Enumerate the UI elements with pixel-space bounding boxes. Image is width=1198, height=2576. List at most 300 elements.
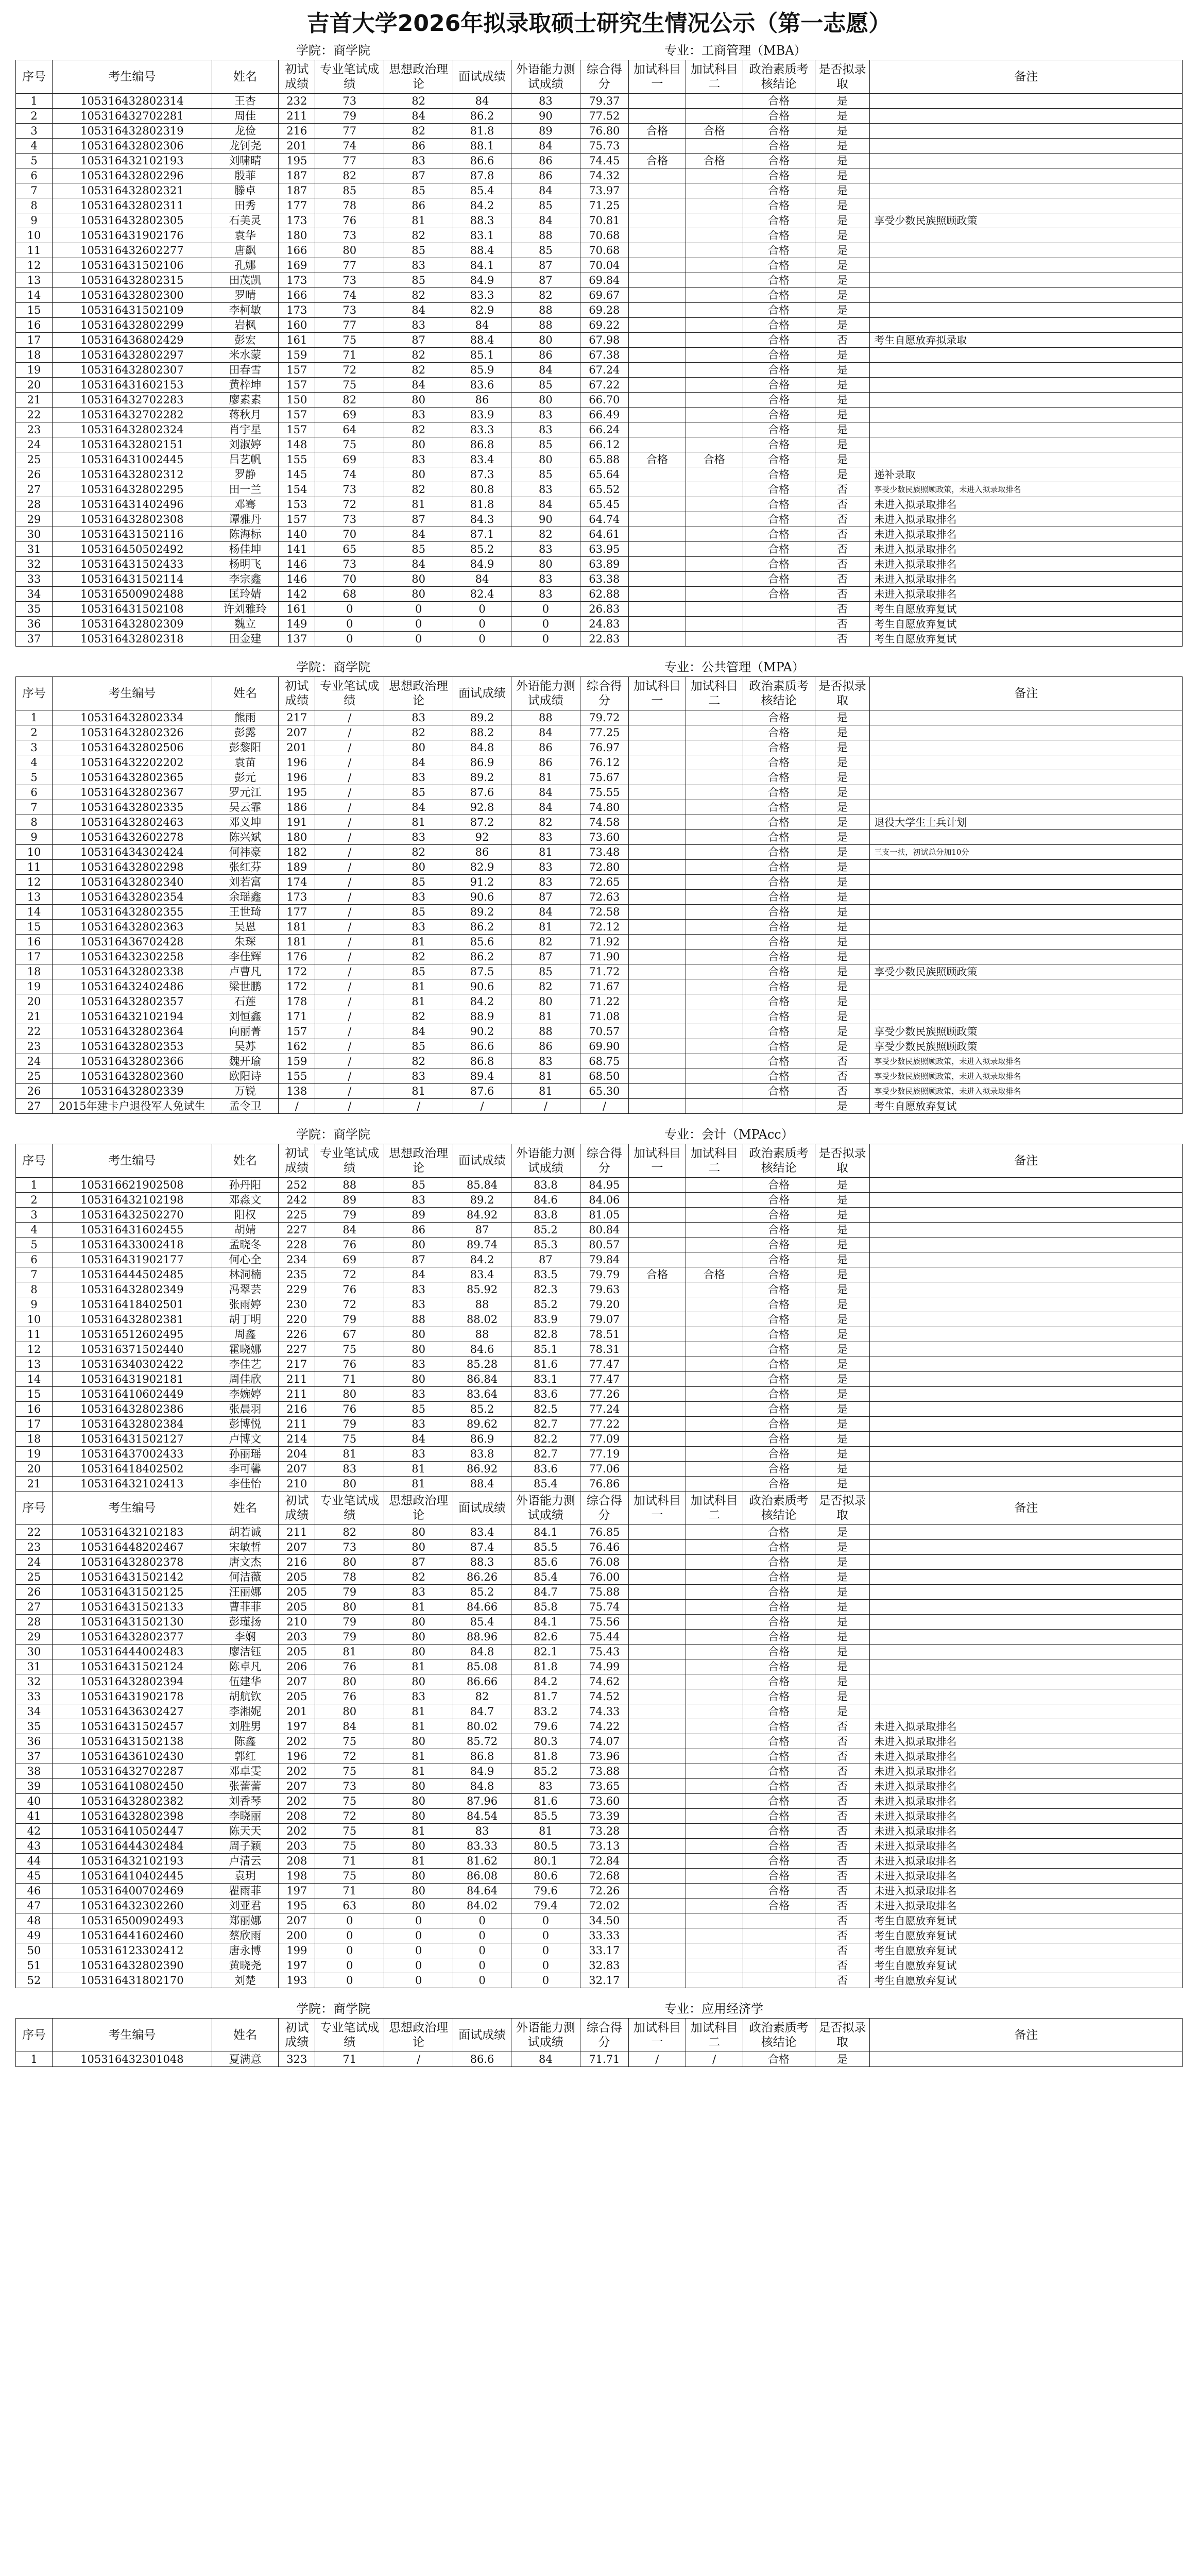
table-cell: 105316431502142	[53, 1570, 212, 1585]
table-cell: 86	[453, 393, 511, 408]
table-cell: 105316432802324	[53, 422, 212, 437]
table-cell	[686, 213, 743, 228]
table-cell: 71	[315, 2052, 384, 2067]
table-cell: 80	[384, 467, 453, 482]
table-cell: 105316432302258	[53, 950, 212, 964]
table-cell	[686, 979, 743, 994]
table-cell: 是	[815, 725, 870, 740]
table-cell: 85	[511, 378, 580, 393]
table-cell: 157	[279, 363, 315, 378]
table-cell: 否	[815, 1809, 870, 1824]
table-cell: 105316431502433	[53, 557, 212, 572]
table-cell: 83	[511, 572, 580, 587]
table-row	[16, 1039, 1183, 1054]
table-cell: 73	[315, 482, 384, 497]
table-cell: 105316432802312	[53, 467, 212, 482]
table-cell: 田金建	[212, 632, 279, 647]
table-cell: 204	[279, 1447, 315, 1462]
table-cell	[686, 572, 743, 587]
table-cell: 合格	[743, 572, 815, 587]
table-cell: 83	[511, 830, 580, 845]
table-cell: 105316432802308	[53, 512, 212, 527]
table-row	[16, 1570, 1183, 1585]
table-cell: 80	[315, 1555, 384, 1570]
column-header: 专业笔试成绩	[315, 677, 384, 710]
column-header: 备注	[870, 1492, 1183, 1525]
table-cell: 80	[384, 1674, 453, 1689]
table-cell: 87.3	[453, 467, 511, 482]
table-cell: 72.65	[580, 875, 628, 890]
table-cell: 75.55	[580, 785, 628, 800]
column-header: 加试科目二	[686, 60, 743, 94]
major-label: 专业：应用经济学	[664, 2002, 763, 2016]
table-cell: 胡丁明	[212, 1312, 279, 1327]
table-cell: 105316432802309	[53, 617, 212, 632]
table-cell: 76.00	[580, 1570, 628, 1585]
table-cell	[628, 1869, 686, 1884]
table-cell: 未进入拟录取排名	[870, 572, 1183, 587]
table-cell: 73.88	[580, 1764, 628, 1779]
table-cell: 88.1	[453, 139, 511, 154]
table-cell	[686, 1884, 743, 1899]
table-row	[16, 845, 1183, 860]
table-cell: 68.75	[580, 1054, 628, 1069]
table-cell: 1	[16, 2052, 53, 2067]
table-cell: 86.9	[453, 755, 511, 770]
table-cell	[628, 1779, 686, 1794]
table-cell: 88.2	[453, 725, 511, 740]
table-cell: 71	[315, 348, 384, 363]
table-cell: 85.2	[453, 1585, 511, 1600]
table-cell: 是	[815, 467, 870, 482]
table-cell: 是	[815, 890, 870, 905]
table-cell: 否	[815, 617, 870, 632]
table-row	[16, 994, 1183, 1009]
table-cell: 76.12	[580, 755, 628, 770]
table-cell	[870, 288, 1183, 303]
table-row	[16, 950, 1183, 964]
table-cell: 84.9	[453, 557, 511, 572]
table-cell: 合格	[743, 542, 815, 557]
table-cell: 166	[279, 288, 315, 303]
table-cell: 廖洁钰	[212, 1645, 279, 1659]
table-cell: 11	[16, 243, 53, 258]
column-header: 序号	[16, 677, 53, 710]
table-cell: 80	[315, 1387, 384, 1402]
table-cell: 蔡欣雨	[212, 1928, 279, 1943]
table-row	[16, 920, 1183, 935]
table-cell	[686, 243, 743, 258]
table-cell: 合格	[743, 154, 815, 168]
table-cell: 84	[511, 213, 580, 228]
table-cell: 74.58	[580, 815, 628, 830]
table-cell: 105316432102193	[53, 1854, 212, 1869]
table-cell: 是	[815, 740, 870, 755]
table-cell: 合格	[743, 830, 815, 845]
table-cell	[686, 183, 743, 198]
table-cell: 88.9	[453, 1009, 511, 1024]
table-cell: 83	[384, 1689, 453, 1704]
table-cell: 85	[384, 243, 453, 258]
table-cell	[628, 139, 686, 154]
table-cell: 否	[815, 1928, 870, 1943]
table-cell: 90.6	[453, 979, 511, 994]
table-cell: 吴恩	[212, 920, 279, 935]
table-cell: 105316432802338	[53, 964, 212, 979]
table-cell	[686, 273, 743, 288]
table-cell: 105316432802314	[53, 94, 212, 109]
table-cell: 88	[511, 1024, 580, 1039]
table-cell	[686, 602, 743, 617]
table-row	[16, 1178, 1183, 1193]
table-cell: 81	[384, 1477, 453, 1492]
table-row	[16, 740, 1183, 755]
column-header: 加试科目二	[686, 1144, 743, 1178]
table-cell: 77	[315, 258, 384, 273]
table-row	[16, 830, 1183, 845]
table-cell: 85.2	[511, 1223, 580, 1238]
table-cell: 是	[815, 154, 870, 168]
table-cell: 85	[384, 905, 453, 920]
table-cell	[686, 527, 743, 542]
table-cell	[686, 1193, 743, 1208]
table-cell: 79.84	[580, 1252, 628, 1267]
table-cell: 105316431402496	[53, 497, 212, 512]
table-cell: 87	[511, 1252, 580, 1267]
column-header: 加试科目二	[686, 677, 743, 710]
table-cell: 105316340302422	[53, 1357, 212, 1372]
table-cell: 是	[815, 422, 870, 437]
table-cell: 享受少数民族照顾政策	[870, 1039, 1183, 1054]
table-cell: 181	[279, 920, 315, 935]
table-cell: 44	[16, 1854, 53, 1869]
table-cell: 2	[16, 725, 53, 740]
table-cell: 85	[384, 785, 453, 800]
table-cell: 105316500902488	[53, 587, 212, 602]
table-row	[16, 109, 1183, 124]
table-cell: /	[315, 740, 384, 755]
table-cell: 76	[315, 1357, 384, 1372]
table-cell: 81	[384, 213, 453, 228]
table-cell: 80	[511, 994, 580, 1009]
table-cell	[628, 1913, 686, 1928]
table-cell: 211	[279, 109, 315, 124]
table-cell: 13	[16, 273, 53, 288]
table-cell: 是	[815, 1402, 870, 1417]
table-cell: 否	[815, 482, 870, 497]
table-cell: 81	[384, 1659, 453, 1674]
table-row	[16, 1734, 1183, 1749]
table-cell: 72.84	[580, 1854, 628, 1869]
table-cell	[870, 770, 1183, 785]
table-cell	[870, 785, 1183, 800]
table-cell: 154	[279, 482, 315, 497]
table-cell	[628, 1824, 686, 1839]
column-header: 政治素质考核结论	[743, 2019, 815, 2052]
table-cell: 82	[384, 288, 453, 303]
table-cell: 81.62	[453, 1854, 511, 1869]
table-row	[16, 1645, 1183, 1659]
table-cell: 合格	[743, 979, 815, 994]
table-cell: 12	[16, 258, 53, 273]
column-header: 初试成绩	[279, 1144, 315, 1178]
table-cell	[628, 1645, 686, 1659]
column-header: 综合得分	[580, 2019, 628, 2052]
table-cell: 23	[16, 422, 53, 437]
table-cell: 霍晓娜	[212, 1342, 279, 1357]
table-cell: 79	[315, 1312, 384, 1327]
table-row	[16, 557, 1183, 572]
table-cell: 26	[16, 1585, 53, 1600]
table-cell	[628, 1342, 686, 1357]
table-cell: 陈天天	[212, 1824, 279, 1839]
table-cell	[686, 1943, 743, 1958]
table-cell: 合格	[743, 1208, 815, 1223]
table-cell	[686, 258, 743, 273]
table-cell: 87	[511, 950, 580, 964]
table-cell: 唐文杰	[212, 1555, 279, 1570]
table-cell: 递补录取	[870, 467, 1183, 482]
table-cell: 105316432702281	[53, 109, 212, 124]
table-cell: 82	[384, 348, 453, 363]
column-header: 初试成绩	[279, 677, 315, 710]
table-cell: 是	[815, 979, 870, 994]
table-cell: 83	[511, 408, 580, 422]
table-cell: 是	[815, 1223, 870, 1238]
table-cell	[628, 800, 686, 815]
table-cell: 105316432802506	[53, 740, 212, 755]
table-cell: 是	[815, 1178, 870, 1193]
table-cell: /	[279, 1099, 315, 1114]
table-cell: 84	[384, 1432, 453, 1447]
table-cell: 63	[315, 1899, 384, 1913]
table-cell: 合格	[743, 755, 815, 770]
table-cell: 合格	[743, 497, 815, 512]
table-cell: 105316432102193	[53, 154, 212, 168]
table-cell	[686, 1734, 743, 1749]
table-cell: 161	[279, 333, 315, 348]
table-cell: 86.6	[453, 2052, 511, 2067]
table-cell: 是	[815, 1282, 870, 1297]
table-cell: 84	[384, 755, 453, 770]
table-cell: 享受少数民族照顾政策	[870, 964, 1183, 979]
table-row	[16, 1749, 1183, 1764]
admission-table	[15, 1144, 1183, 1988]
table-cell: 80.57	[580, 1238, 628, 1252]
table-cell: 88.4	[453, 1477, 511, 1492]
table-cell: 84	[511, 800, 580, 815]
table-cell: 5	[16, 770, 53, 785]
table-cell: 80.8	[453, 482, 511, 497]
table-cell	[870, 1252, 1183, 1267]
table-cell: 龙钊尧	[212, 139, 279, 154]
table-cell	[628, 1525, 686, 1540]
table-cell: 75.73	[580, 139, 628, 154]
table-cell: 76.46	[580, 1540, 628, 1555]
table-cell: 88.96	[453, 1630, 511, 1645]
table-cell: 81	[384, 994, 453, 1009]
table-cell: 张晨羽	[212, 1402, 279, 1417]
table-cell	[686, 1462, 743, 1477]
table-cell	[628, 1659, 686, 1674]
table-cell	[686, 905, 743, 920]
table-cell: 75	[315, 1824, 384, 1839]
table-cell: 105316436102430	[53, 1749, 212, 1764]
table-cell: 10	[16, 845, 53, 860]
table-cell: 75	[315, 437, 384, 452]
table-cell: 70.04	[580, 258, 628, 273]
table-cell: 88	[315, 1178, 384, 1193]
section-gap	[0, 647, 1198, 658]
table-cell: 105316434302424	[53, 845, 212, 860]
table-row	[16, 1659, 1183, 1674]
table-cell: 0	[453, 1913, 511, 1928]
table-cell: 105316400702469	[53, 1884, 212, 1899]
table-cell: 否	[815, 497, 870, 512]
table-cell: 207	[279, 1540, 315, 1555]
table-cell: 105316432802340	[53, 875, 212, 890]
table-cell: 合格	[743, 1267, 815, 1282]
table-cell: 是	[815, 1630, 870, 1645]
table-cell: 87	[511, 273, 580, 288]
table-cell: 0	[453, 1928, 511, 1943]
table-cell: 袁华	[212, 228, 279, 243]
table-cell: 75	[315, 1432, 384, 1447]
table-cell: 14	[16, 905, 53, 920]
table-cell: 未进入拟录取排名	[870, 1779, 1183, 1794]
table-cell: 是	[815, 1238, 870, 1252]
table-cell	[628, 273, 686, 288]
table-cell: 是	[815, 1387, 870, 1402]
table-cell: 84.9	[453, 1764, 511, 1779]
table-cell	[686, 408, 743, 422]
table-cell: 合格	[743, 1615, 815, 1630]
table-cell	[628, 979, 686, 994]
table-cell	[628, 557, 686, 572]
table-cell: 13	[16, 1357, 53, 1372]
table-cell: 是	[815, 755, 870, 770]
table-cell: 享受少数民族照顾政策	[870, 1024, 1183, 1039]
table-cell: /	[315, 800, 384, 815]
table-cell	[628, 890, 686, 905]
table-cell: 合格	[743, 243, 815, 258]
table-cell: 78	[315, 198, 384, 213]
table-cell: 73.39	[580, 1809, 628, 1824]
table-cell: 合格	[743, 1477, 815, 1492]
table-cell: 105316410402445	[53, 1869, 212, 1884]
table-cell: 242	[279, 1193, 315, 1208]
table-cell: 是	[815, 1447, 870, 1462]
table-cell: 84.1	[511, 1525, 580, 1540]
column-header: 外语能力测试成绩	[511, 1492, 580, 1525]
table-cell: 80	[384, 1884, 453, 1899]
column-header: 面试成绩	[453, 677, 511, 710]
table-cell: 合格	[628, 154, 686, 168]
table-cell: 80	[511, 393, 580, 408]
table-cell	[686, 1704, 743, 1719]
table-cell: 205	[279, 1585, 315, 1600]
table-cell: 69	[315, 408, 384, 422]
table-cell: 77.22	[580, 1417, 628, 1432]
table-cell: 105316431502124	[53, 1659, 212, 1674]
table-cell: 82	[315, 1525, 384, 1540]
table-cell: 87.6	[453, 1084, 511, 1099]
table-cell: 84.54	[453, 1809, 511, 1824]
table-cell: 0	[384, 602, 453, 617]
table-cell: 81	[384, 1600, 453, 1615]
table-cell: 211	[279, 1525, 315, 1540]
table-cell: 向丽菁	[212, 1024, 279, 1039]
table-cell: 86.6	[453, 1039, 511, 1054]
table-cell: 19	[16, 1447, 53, 1462]
table-cell: 0	[315, 1928, 384, 1943]
table-cell: 87	[384, 1252, 453, 1267]
table-cell: 15	[16, 303, 53, 318]
table-cell: 合格	[743, 1372, 815, 1387]
table-cell: 0	[384, 1943, 453, 1958]
table-cell: 172	[279, 979, 315, 994]
table-cell: 198	[279, 1869, 315, 1884]
table-cell: 27	[16, 482, 53, 497]
table-cell: 合格	[743, 213, 815, 228]
table-cell	[628, 830, 686, 845]
table-cell: 105316432802334	[53, 710, 212, 725]
table-cell: 合格	[743, 1357, 815, 1372]
table-cell: 208	[279, 1809, 315, 1824]
table-row	[16, 408, 1183, 422]
table-cell: 0	[453, 1973, 511, 1988]
table-cell: 195	[279, 785, 315, 800]
table-cell: 78.51	[580, 1327, 628, 1342]
table-cell: 72	[315, 1297, 384, 1312]
table-cell	[870, 408, 1183, 422]
table-cell: 207	[279, 725, 315, 740]
table-cell: 否	[815, 542, 870, 557]
table-cell: 83	[384, 1297, 453, 1312]
table-cell: 189	[279, 860, 315, 875]
table-cell: 周佳	[212, 109, 279, 124]
table-cell: 80	[384, 1645, 453, 1659]
table-cell	[686, 1749, 743, 1764]
column-header: 综合得分	[580, 1492, 628, 1525]
table-cell: 6	[16, 1252, 53, 1267]
table-row	[16, 1387, 1183, 1402]
table-cell: 46	[16, 1884, 53, 1899]
table-cell	[628, 1719, 686, 1734]
table-cell: 84	[511, 905, 580, 920]
table-cell	[870, 1402, 1183, 1417]
table-cell: 否	[815, 333, 870, 348]
table-cell: 0	[453, 1958, 511, 1973]
table-cell: 合格	[743, 1719, 815, 1734]
table-row	[16, 755, 1183, 770]
table-row	[16, 512, 1183, 527]
table-row	[16, 1899, 1183, 1913]
table-cell: /	[315, 725, 384, 740]
table-cell: 84	[511, 363, 580, 378]
table-cell: 80	[384, 437, 453, 452]
table-cell: 80	[384, 1630, 453, 1645]
table-cell: 刘淑婷	[212, 437, 279, 452]
table-cell	[686, 437, 743, 452]
table-cell: 合格	[743, 1674, 815, 1689]
table-cell: 75	[315, 1734, 384, 1749]
table-cell: 105316432402486	[53, 979, 212, 994]
table-cell	[686, 1039, 743, 1054]
table-cell: 享受少数民族照顾政策，未进入拟录取排名	[870, 482, 1183, 497]
table-cell: 80	[511, 452, 580, 467]
table-cell: 否	[815, 1794, 870, 1809]
